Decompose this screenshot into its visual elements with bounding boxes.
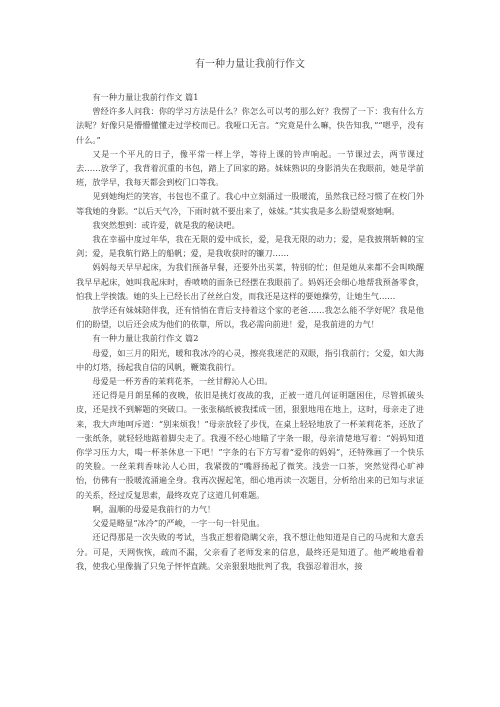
paragraph: 我在幸福中度过年华，我在无限的爱中成长，爱，是我无限的动力；爱，是我披荆斩棘的宝剑；爱，是我航行路上的船帆；爱，是我收获时的镰刀…… bbox=[76, 234, 424, 259]
paragraph: 妈妈每天早早起床，为我们预备早餐，还要外出买菜，特别的忙；但是她从来都不会叫唤醒我早早起床，她叫我起床时，香喷喷的面条已经摆在我眼前了。妈妈还会细心地帮我预备零食，怕我上学挨饿。她的头上已经长出了丝丝白发，而我还是这样的要她操劳，让她生气…… bbox=[76, 262, 424, 301]
paragraph: 还记得是月朗星稀的夜晚，依旧是挑灯夜战的我，正被一道几何证明题困住，尽管抓破头皮，还是找不到解题的突破口。一张张稿纸被我揉成一团，狠狠地甩在地上，这时，母亲走了进来，我大声地呵斥道：“别来烦我！”母亲放轻了步伐，在桌上轻轻地放了一杯茉莉花茶，还放了一张纸条，就轻轻地踮着脚尖走了。我漫不经心地瞄了字条一眼，母亲清楚地写着：“妈妈知道你学习压力大，喝一杯茶休息一下吧！”字条的右下方写着“爱你的妈妈”，还特殊画了一个快乐的笑脸。一丝茉莉香味沁人心田，我紧拨的“嘴唇扬起了微笑。浅尝一口茶，突然觉得心旷神怡，仿佛有一股暖流涌遍全身。我再次握起笔，细心地再读一次题目，分析给出来的已知与求证的关系，经过反复思索，最终攻克了这道几何难题。 bbox=[76, 390, 424, 500]
paragraph: 又是一个平凡的日子，像平常一样上学，等待上课的铃声响起。一节课过去，两节课过去……放学了，我背着沉重的书包，踏上了回家的路。妹妹熟识的身影消失在我眼前，她是学前班，放学早，我每天都会到校门口等我。 bbox=[76, 148, 424, 188]
paragraph: 曾经许多人问我：你的学习方法是什么？你怎么可以考的那么好？我愣了一下：我有什么方法呢？好像只是懵懵懂懂走过学校而已。我哑口无言。“究竟是什么嘛，快告知我，”“嗯乎，没有什么。” bbox=[76, 106, 424, 145]
paragraph: 放学还有妹妹陪伴我，还有悄悄在背后支持着这个家的老爸……我怎么能不学好呢？我是他们的盼望，以后还会成为他们的依靠，所以，我必需向前进！爱，是我前进的力气！ bbox=[76, 305, 424, 330]
paragraph: 还记得那是一次失败的考试，当我正想着隐瞒父亲，我不想让他知道是自己的马虎和大意丢分。可是，天网恢恢，疏而不漏，父亲看了老师发来的信息，最终还是知道了。他严峻地看着我，使我心里像揣了只兔子怦怦直跳。父亲狠狠地批判了我，我强忍着泪水，接 bbox=[76, 532, 424, 571]
paragraph: 母爱，如三月的阳光，暖和我冰冷的心灵，擦亮我迷茫的双眼，指引我前行；父爱，如大海中的灯塔，扬起我自信的风帆，鞭策我前行。 bbox=[76, 347, 424, 372]
section-heading: 有一种力量让我前行作文 篇2 bbox=[92, 333, 199, 344]
paragraph: 母爱是一杯芳香的茉莉花茶，一丝甘醇沁人心田。 bbox=[92, 376, 273, 387]
paragraph: 父爱是略显“冰冷”的严峻，一字一句一针见血。 bbox=[92, 518, 265, 529]
paragraph: 见到她绚烂的笑容，书包也不重了。我心中立刻涌过一股暖流，虽然我已经习惯了在校门外等我她的身影。“以后天气冷，下雨时就不要出来了，妹妹。”其实我是多么盼望观察她啊。 bbox=[76, 191, 424, 216]
paragraph: 啊，温顺的母爱是我前行的力气！ bbox=[92, 503, 216, 514]
document-body bbox=[76, 90, 424, 573]
paragraph: 我突然想到：或许爱，就是我的秘诀吧。 bbox=[92, 219, 240, 230]
section-heading: 有一种力量让我前行作文 篇1 bbox=[92, 92, 199, 102]
document-title: 有一种力量让我前行作文 bbox=[195, 59, 305, 70]
